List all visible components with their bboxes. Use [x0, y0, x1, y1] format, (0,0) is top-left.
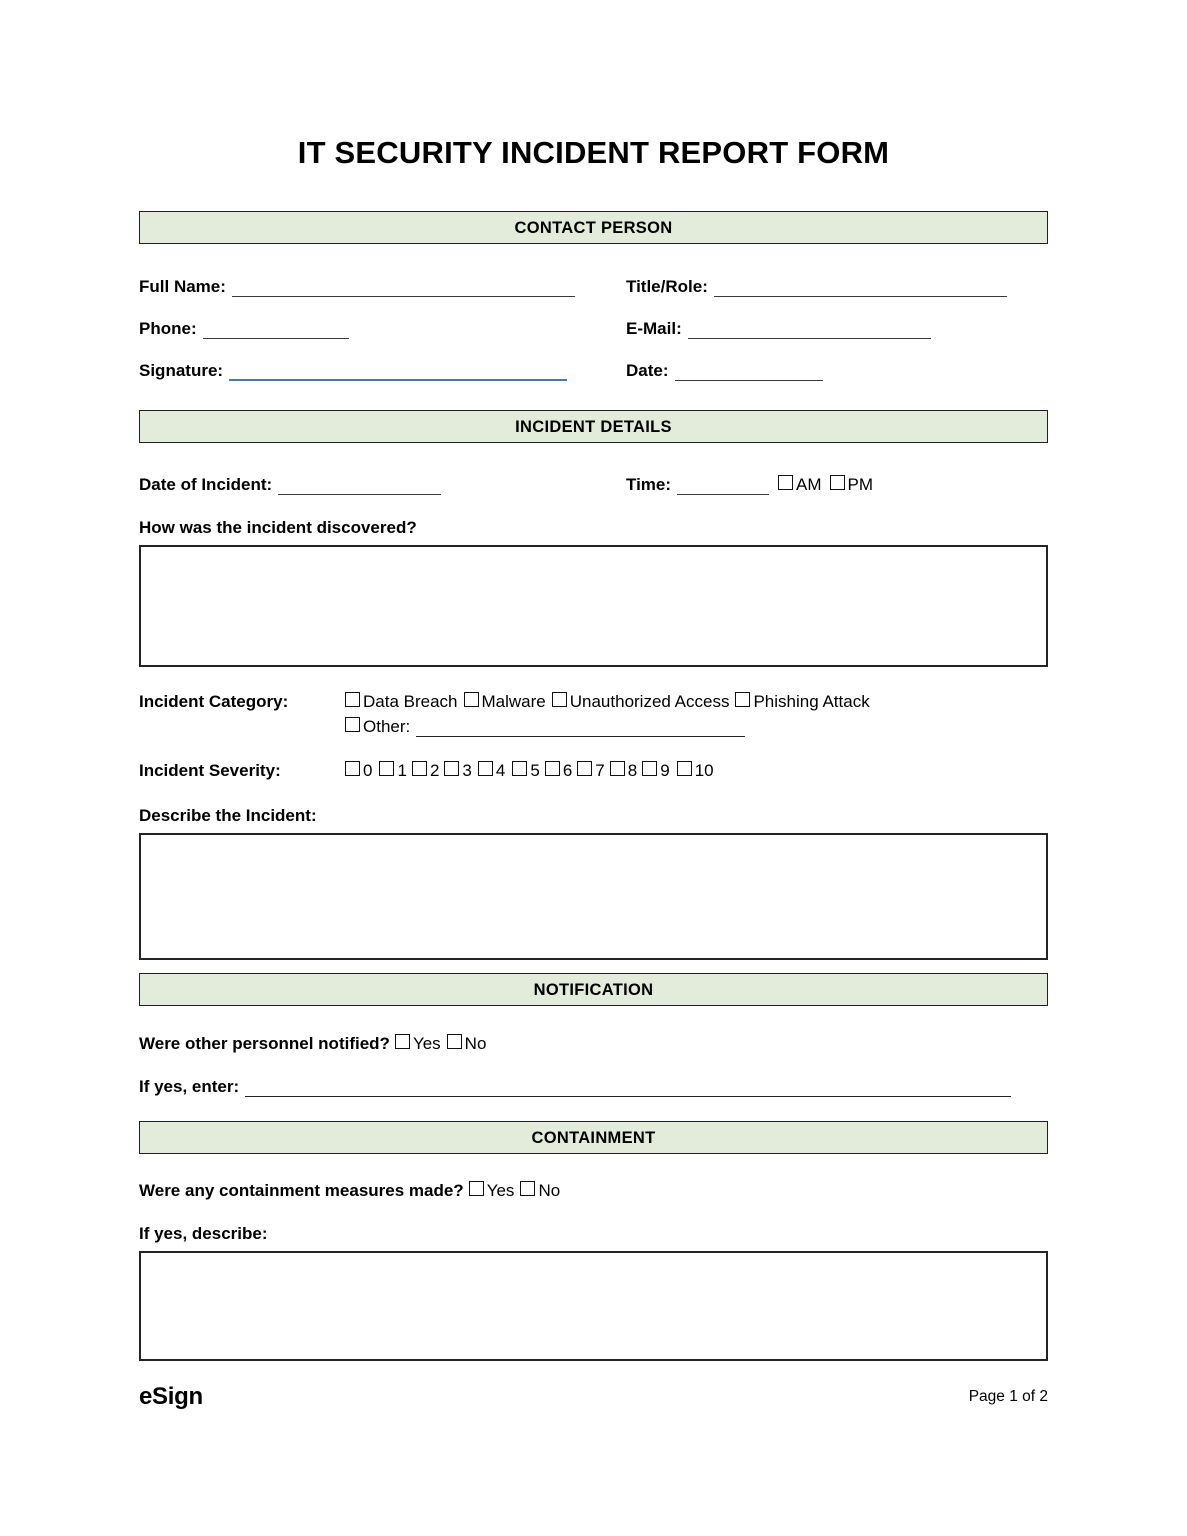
- severity-option-label: 5: [530, 761, 540, 781]
- textarea-describe-incident[interactable]: [139, 833, 1048, 960]
- colon: :: [405, 717, 411, 737]
- row-notification-if-yes: [139, 1077, 1048, 1097]
- checkbox-phishing-attack[interactable]: [735, 692, 869, 712]
- checkbox-other[interactable]: [345, 717, 410, 737]
- severity-option-label: 7: [595, 761, 605, 781]
- checkbox-box-icon[interactable]: [444, 761, 459, 776]
- row-incident-category: [139, 692, 1048, 737]
- checkbox-box-icon[interactable]: [642, 761, 657, 776]
- checkbox-unauthorized-access[interactable]: [552, 692, 730, 712]
- yes-label: Yes: [412, 1034, 441, 1054]
- colon: :: [233, 1077, 240, 1097]
- checkbox-containment-no[interactable]: [520, 1181, 560, 1201]
- checkbox-severity-6[interactable]: [545, 761, 572, 781]
- checkbox-box-icon[interactable]: [395, 1034, 410, 1049]
- yes-label: Yes: [486, 1181, 515, 1201]
- severity-option-label: 10: [694, 761, 714, 781]
- category-other-input[interactable]: [416, 719, 745, 737]
- checkbox-box-icon[interactable]: [552, 692, 567, 707]
- category-option-label: Phishing Attack: [753, 692, 870, 712]
- checkbox-box-icon[interactable]: [469, 1181, 484, 1196]
- title-role-input[interactable]: [714, 279, 1007, 297]
- checkbox-severity-1[interactable]: [379, 761, 406, 781]
- severity-option-label: 8: [627, 761, 638, 781]
- label-how-discovered: How was the incident discovered?: [139, 518, 417, 538]
- checkbox-box-icon[interactable]: [545, 761, 560, 776]
- label-if-yes-enter: If yes, enter: [139, 1077, 234, 1097]
- severity-option-label: 1: [397, 761, 407, 781]
- severity-option-label: 4: [495, 761, 506, 781]
- page-footer: [139, 1383, 1048, 1411]
- phone-input[interactable]: [203, 321, 349, 339]
- category-option-label: Unauthorized Access: [569, 692, 730, 712]
- date-of-incident-input[interactable]: [278, 477, 441, 495]
- colon: :: [282, 692, 289, 712]
- time-label: Time: [626, 475, 666, 495]
- colon: :: [266, 475, 273, 495]
- incident-category-options: [345, 692, 870, 737]
- checkbox-box-icon[interactable]: [520, 1181, 535, 1196]
- category-options-line2: [345, 717, 870, 737]
- email-input[interactable]: [688, 321, 931, 339]
- field-full-name[interactable]: [139, 277, 626, 297]
- full-name-label: Full Name: [139, 277, 221, 297]
- colon: :: [310, 806, 317, 826]
- checkbox-severity-5[interactable]: [512, 761, 539, 781]
- checkbox-box-icon[interactable]: [345, 761, 360, 776]
- colon: :: [676, 319, 682, 339]
- checkbox-severity-4[interactable]: [478, 761, 505, 781]
- colon: :: [261, 1224, 268, 1244]
- textarea-if-yes-describe[interactable]: [139, 1251, 1048, 1361]
- checkbox-severity-2[interactable]: [412, 761, 439, 781]
- severity-option-label: 6: [562, 761, 573, 781]
- checkbox-severity-9[interactable]: [642, 761, 669, 781]
- checkbox-am[interactable]: [778, 475, 822, 495]
- colon: :: [217, 361, 224, 381]
- full-name-input[interactable]: [232, 279, 575, 297]
- checkbox-box-icon[interactable]: [577, 761, 592, 776]
- category-other-label: Other: [363, 717, 406, 737]
- checkbox-box-icon[interactable]: [610, 761, 625, 776]
- signature-label: Signature: [139, 361, 218, 381]
- field-phone[interactable]: [139, 319, 626, 339]
- checkbox-box-icon[interactable]: [447, 1034, 462, 1049]
- field-signature[interactable]: [139, 361, 626, 381]
- row-name-title: [139, 277, 1048, 297]
- row-phone-email: [139, 319, 1048, 339]
- severity-option-label: 9: [660, 761, 670, 781]
- category-option-label: Data Breach: [363, 692, 458, 712]
- field-title-role[interactable]: [626, 277, 1007, 297]
- no-label: No: [464, 1034, 487, 1054]
- row-incident-severity: [139, 761, 1048, 781]
- date-of-incident-label: Date of Incident: [139, 475, 267, 495]
- checkbox-box-icon[interactable]: [345, 692, 360, 707]
- page-number: Page 1 of 2: [968, 1388, 1048, 1406]
- checkbox-box-icon[interactable]: [379, 761, 394, 776]
- input-if-yes-enter[interactable]: [245, 1079, 1011, 1097]
- date-label: Date: [626, 361, 663, 381]
- label-describe-incident: Describe the Incident: [139, 806, 311, 826]
- date-input[interactable]: [675, 363, 823, 381]
- checkbox-box-icon[interactable]: [677, 761, 692, 776]
- pm-label: PM: [847, 475, 874, 495]
- colon: :: [220, 277, 226, 297]
- severity-option-label: 3: [462, 761, 472, 781]
- title-role-label: Title/Role: [626, 277, 703, 297]
- checkbox-pm[interactable]: [830, 475, 874, 495]
- severity-option-label: 0: [363, 761, 373, 781]
- checkbox-box-icon[interactable]: [735, 692, 750, 707]
- phone-label: Phone: [139, 319, 191, 339]
- incident-category-label: Incident Category: [139, 692, 283, 712]
- field-time[interactable]: [626, 475, 873, 495]
- category-options-line1: [345, 692, 870, 712]
- checkbox-box-icon[interactable]: [412, 761, 427, 776]
- field-date-of-incident[interactable]: [139, 475, 626, 495]
- am-label: AM: [796, 475, 822, 495]
- section-header-incident-details: INCIDENT DETAILS: [139, 410, 1048, 443]
- esign-logo: eSign: [139, 1383, 203, 1411]
- signature-input[interactable]: [229, 362, 567, 381]
- colon: :: [190, 319, 197, 339]
- field-date[interactable]: [626, 361, 823, 381]
- checkbox-severity-7[interactable]: [577, 761, 604, 781]
- form-sheet: [139, 0, 1048, 1411]
- checkbox-box-icon[interactable]: [345, 717, 360, 732]
- checkbox-containment-yes[interactable]: [469, 1181, 515, 1201]
- page-title: IT SECURITY INCIDENT REPORT FORM: [297, 135, 890, 170]
- no-label: No: [538, 1181, 561, 1201]
- checkbox-box-icon[interactable]: [830, 475, 845, 490]
- colon: :: [662, 361, 669, 381]
- label-if-yes-describe: If yes, describe: [139, 1224, 262, 1244]
- field-email[interactable]: [626, 319, 931, 339]
- email-label: E-Mail: [626, 319, 677, 339]
- section-header-contact-person: CONTACT PERSON: [139, 211, 1048, 244]
- incident-severity-label: Incident Severity: [139, 761, 276, 781]
- incident-category-label-wrap: [139, 692, 345, 712]
- checkbox-severity-0[interactable]: [345, 761, 372, 781]
- section-header-notification: NOTIFICATION: [139, 973, 1048, 1006]
- checkbox-box-icon[interactable]: [512, 761, 527, 776]
- row-containment-measures: [139, 1181, 1048, 1201]
- category-option-label: Malware: [481, 692, 546, 712]
- textarea-how-discovered[interactable]: [139, 545, 1048, 667]
- checkbox-severity-3[interactable]: [444, 761, 471, 781]
- checkbox-notified-yes[interactable]: [395, 1034, 441, 1054]
- checkbox-box-icon[interactable]: [778, 475, 793, 490]
- checkbox-severity-10[interactable]: [677, 761, 714, 781]
- checkbox-box-icon[interactable]: [478, 761, 493, 776]
- row-personnel-notified: [139, 1034, 1048, 1054]
- incident-severity-label-wrap: [139, 761, 345, 781]
- checkbox-data-breach[interactable]: [345, 692, 458, 712]
- severity-scale: [345, 761, 714, 781]
- time-input[interactable]: [677, 477, 769, 495]
- row-signature-date: [139, 361, 1048, 381]
- checkbox-box-icon[interactable]: [464, 692, 479, 707]
- colon: :: [275, 761, 281, 781]
- row-incident-date-time: [139, 475, 1048, 495]
- checkbox-severity-8[interactable]: [610, 761, 637, 781]
- colon: :: [702, 277, 708, 297]
- label-if-yes-describe-wrap: [139, 1224, 1048, 1244]
- section-header-containment: CONTAINMENT: [139, 1121, 1048, 1154]
- checkbox-malware[interactable]: [464, 692, 546, 712]
- label-describe-incident-wrap: [139, 806, 1048, 826]
- label-personnel-notified: Were other personnel notified?: [139, 1034, 390, 1054]
- label-containment-measures: Were any containment measures made?: [139, 1181, 464, 1201]
- checkbox-notified-no[interactable]: [447, 1034, 487, 1054]
- severity-option-label: 2: [429, 761, 440, 781]
- colon: :: [665, 475, 672, 495]
